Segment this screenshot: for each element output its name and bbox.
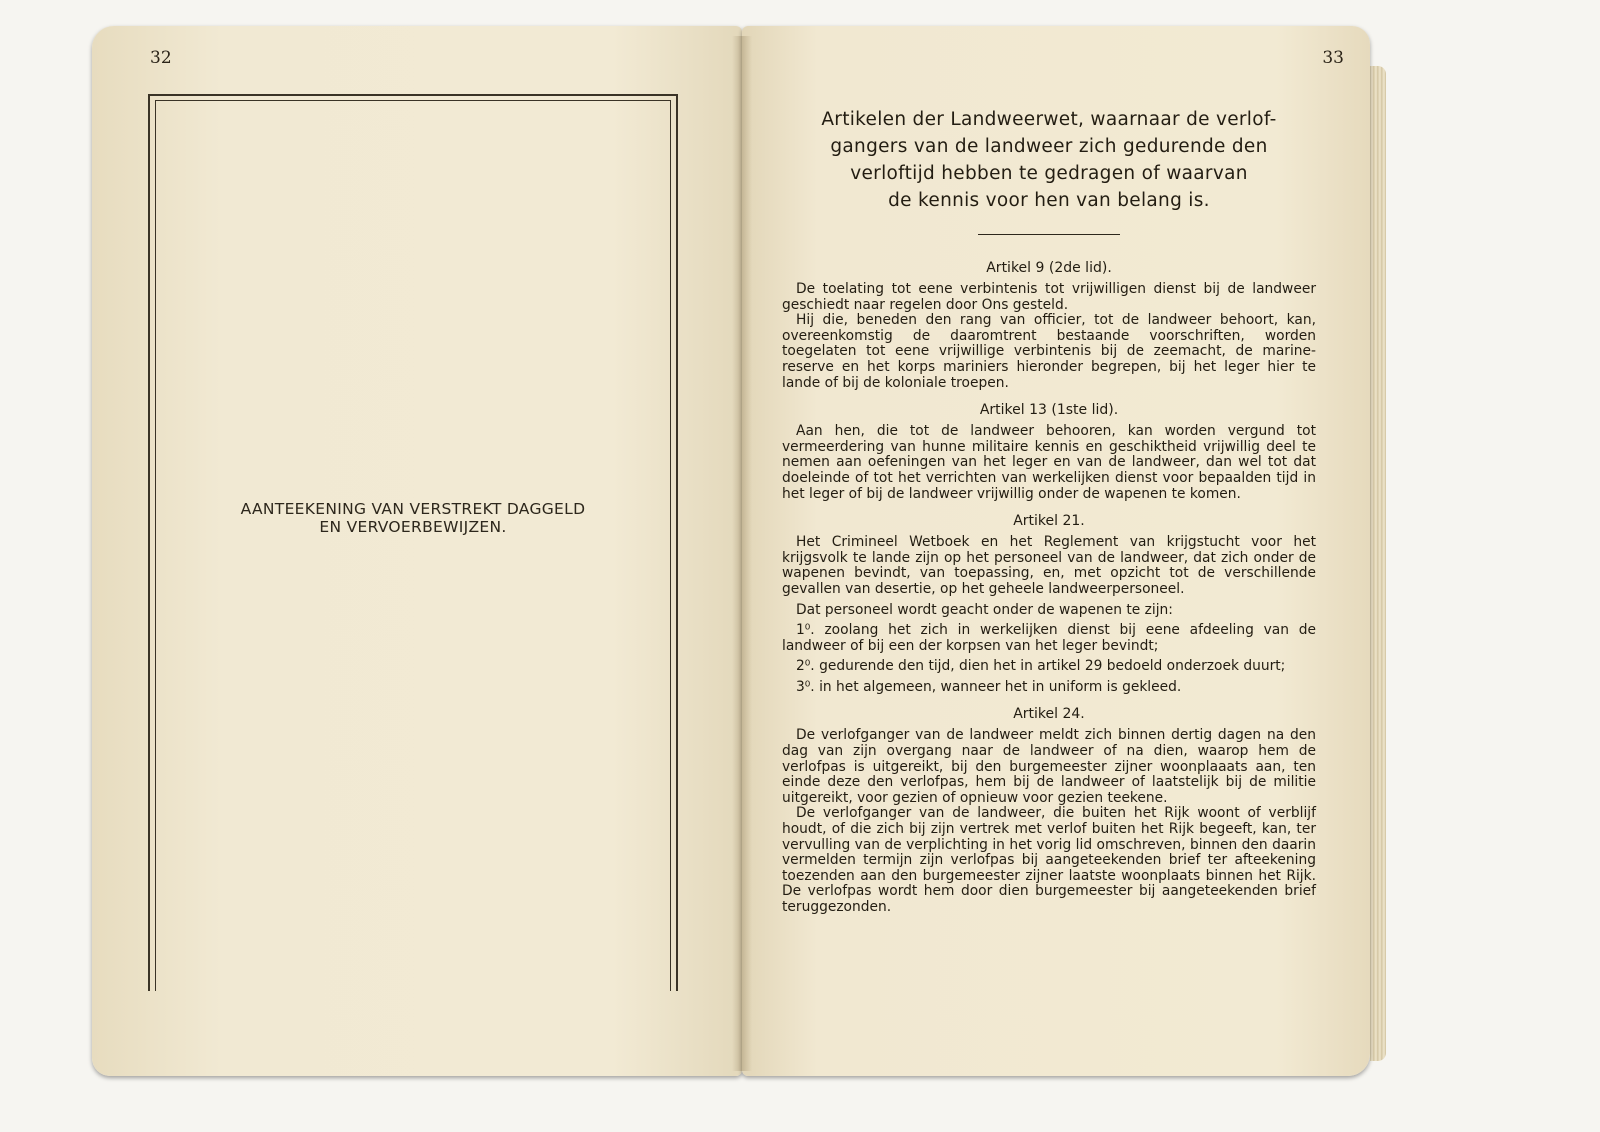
left-page: [92, 26, 742, 1076]
article-paragraph: 1⁰. zoolang het zich in werkelijken dienst bij eene afdeeling van de landweer of bij een der korpsen van het leger bevindt;: [782, 622, 1316, 654]
article-title: Artikel 9 (2de lid).: [986, 260, 1112, 276]
article-paragraph: De verlofganger van de landweer, die buiten het Rijk woont of verblijf houdt, of die zich bij zijn vertrek met verlof buiten het Rijk begeeft, kan, ter vervulling van de verplichting in het vorig lid omschreven, binnen den daarin vermelden termijn zijn verlofpas bij aangeteekenden brief ter afteekening toezenden aan den burgemeester zijner laatste woonplaats binnen het Rijk. De verlofpas wordt hem door dien burgemeester bij aangeteekenden brief teruggezonden.: [782, 805, 1316, 915]
article-paragraph: Hij die, beneden den rang van officier, tot de landweer behoort, kan, overeenkomstig de daaromtrent bestaande voorschriften, worden toegelaten tot eene vrijwillige verbintenis bij de zeemacht, de marine-reserve en het korps mariniers hieronder begrepen, bij het leger hier te lande of bij de koloniale troepen.: [782, 312, 1316, 391]
right-page-content: [782, 106, 1316, 916]
page-heading: [782, 106, 1316, 214]
article-paragraph: De toelating tot eene verbintenis tot vrijwilligen dienst bij de landweer geschiedt naar regelen door Ons gesteld.: [782, 281, 1316, 313]
ruled-frame: [148, 94, 678, 991]
page-number-left: 32: [150, 48, 172, 68]
book-spine: [732, 36, 752, 1071]
article-paragraph: Aan hen, die tot de landweer behooren, kan worden vergund tot vermeerdering van hunne militaire kennis en geschiktheid vrijwillig deel te nemen aan oefeningen van het leger en van de landweer, dan wel tot dat doeleinde of tot het verrichten van werkelijken dienst voor bepaalden tijd in het leger of bij de landweer vrijwillig onder de wapenen te komen.: [782, 423, 1316, 502]
open-booklet: [78, 26, 1388, 1078]
frame-title-line-1: AANTEEKENING VAN VERSTREKT DAGGELD: [240, 500, 586, 518]
page-edges: [1370, 66, 1386, 1061]
frame-title-line-2: EN VERVOERBEWIJZEN.: [319, 518, 507, 536]
heading-line: Artikelen der Landweerwet, waarnaar de verlof-: [821, 109, 1277, 130]
heading-line: de kennis voor hen van belang is.: [888, 190, 1210, 211]
page-number-right: 33: [1322, 48, 1344, 68]
article-paragraph: Dat personeel wordt geacht onder de wapenen te zijn:: [796, 601, 1173, 618]
article-paragraph: 2⁰. gedurende den tijd, dien het in artikel 29 bedoeld onderzoek duurt;: [796, 658, 1286, 675]
heading-line: gangers van de landweer zich gedurende den: [830, 136, 1268, 157]
heading-line: verloftijd hebben te gedragen of waarvan: [850, 163, 1248, 184]
article-title: Artikel 24.: [1013, 706, 1085, 723]
article-title: Artikel 13 (1ste lid).: [979, 402, 1119, 419]
article-paragraph: 3⁰. in het algemeen, wanneer het in uniform is gekleed.: [796, 678, 1182, 695]
article-title: Artikel 21.: [1013, 513, 1085, 530]
article-paragraph: De verlofganger van de landweer meldt zich binnen dertig dagen na den dag van zijn overgang naar de landweer of na dien, waarop hem de verlofpas is uitgereikt, bij den burgemeester zijner woonplaaats aan, ten einde deze den verlofpas, hem bij de landweer of laatstelijk bij de militie uitgereikt, voor gezien of opnieuw voor gezien teekene.: [782, 727, 1316, 806]
frame-title: [190, 500, 636, 536]
right-page: [742, 26, 1370, 1076]
article-paragraph: Het Crimineel Wetboek en het Reglement van krijgstucht voor het krijgsvolk te lande zijn op het personeel van de landweer, dat zich onder de wapenen bevindt, van toepassing, en, met opzicht tot de verschillende gevallen van desertie, op het geheele landweerpersoneel.: [782, 534, 1316, 597]
heading-divider: [978, 234, 1120, 235]
